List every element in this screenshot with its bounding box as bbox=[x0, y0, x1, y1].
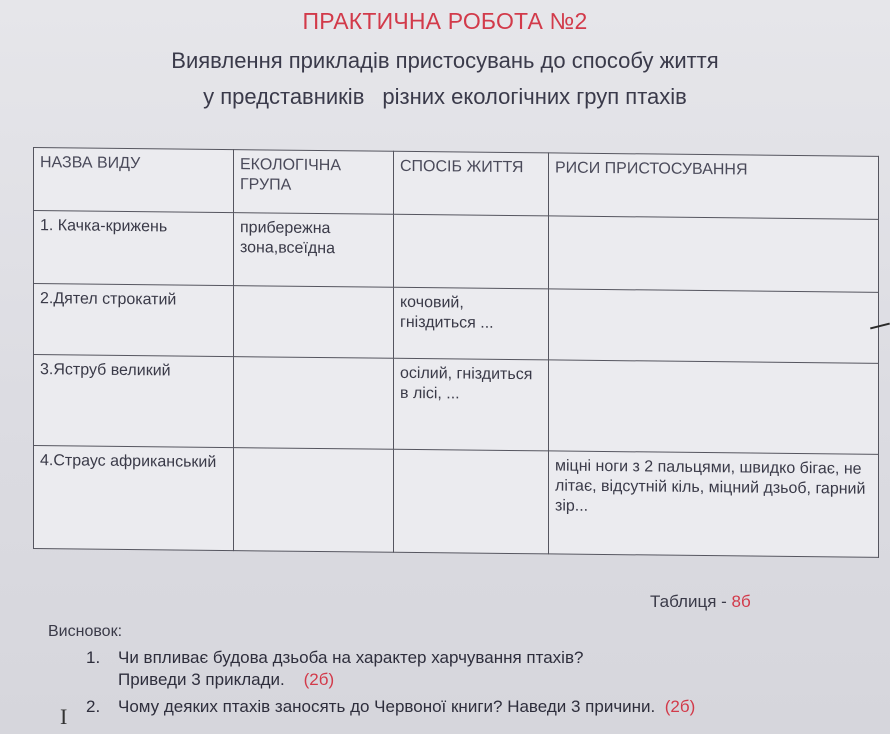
cell-ecological-group[interactable] bbox=[234, 286, 394, 359]
cell-species[interactable]: 2.Дятел строкатий bbox=[34, 284, 234, 357]
question-2-text: Чому деяких птахів заносять до Червоної книги? Наведи 3 причини. bbox=[118, 697, 656, 716]
table-row bbox=[34, 355, 879, 455]
conclusion-label: Висновок: bbox=[48, 623, 123, 640]
table-row bbox=[34, 284, 879, 364]
table-header-row bbox=[34, 148, 879, 220]
cell-adaptation[interactable] bbox=[549, 216, 879, 292]
cell-adaptation[interactable] bbox=[549, 360, 879, 454]
subtitle-line-2a: у представників bbox=[203, 84, 365, 109]
table-caption bbox=[650, 592, 751, 612]
cell-adaptation[interactable]: міцні ноги з 2 пальцями, швидко бігає, не літає, відсутній кіль, міцний дзьоб, гарний зір... bbox=[549, 451, 879, 557]
table-row bbox=[34, 446, 879, 558]
cell-species[interactable]: 1. Качка-крижень bbox=[34, 211, 234, 286]
cell-ecological-group[interactable]: прибережна зона,всеїдна bbox=[234, 213, 394, 288]
header-lifestyle: СПОСІБ ЖИТТЯ bbox=[394, 151, 549, 216]
cell-lifestyle[interactable] bbox=[394, 449, 549, 554]
question-1-continuation bbox=[118, 670, 334, 690]
header-ecological-group: ЕКОЛОГІЧНА ГРУПА bbox=[234, 150, 394, 215]
question-2-points: (2б) bbox=[664, 697, 696, 716]
header-adaptation-features: РИСИ ПРИСТОСУВАННЯ bbox=[549, 153, 879, 219]
question-1-text: Чи впливає будова дзьоба на характер харчування птахів? bbox=[118, 648, 584, 667]
adaptation-table bbox=[33, 147, 879, 558]
question-1-number: 1. bbox=[86, 648, 101, 667]
cell-lifestyle[interactable] bbox=[394, 214, 549, 289]
cell-lifestyle[interactable]: кочовий, гніздиться ... bbox=[394, 287, 549, 360]
page-title: ПРАКТИЧНА РОБОТА №2 bbox=[302, 8, 588, 34]
subtitle-line-2b: різних екологічних груп птахів bbox=[382, 84, 687, 109]
cell-ecological-group[interactable] bbox=[234, 448, 394, 553]
question-1-text-2: Приведи 3 приклади. bbox=[118, 670, 285, 689]
question-1 bbox=[86, 648, 583, 668]
question-2-number: 2. bbox=[86, 697, 101, 716]
question-1-points: (2б) bbox=[303, 670, 335, 689]
cell-lifestyle[interactable]: осілий, гніздиться в лісі, ... bbox=[394, 358, 549, 451]
cell-ecological-group[interactable] bbox=[234, 357, 394, 450]
question-2 bbox=[86, 697, 695, 717]
caption-value: 8б bbox=[731, 592, 751, 611]
cell-adaptation[interactable] bbox=[549, 289, 879, 363]
table-row bbox=[34, 211, 879, 293]
caption-label: Таблиця - bbox=[650, 592, 727, 611]
cell-species[interactable]: 4.Страус африканський bbox=[34, 446, 234, 551]
subtitle-line-1: Виявлення прикладів пристосувань до способу життя bbox=[171, 48, 719, 73]
subtitle-line-2 bbox=[0, 84, 890, 110]
cell-species[interactable]: 3.Яструб великий bbox=[34, 355, 234, 448]
text-cursor-icon: I bbox=[60, 704, 68, 729]
header-species-name: НАЗВА ВИДУ bbox=[34, 148, 234, 213]
